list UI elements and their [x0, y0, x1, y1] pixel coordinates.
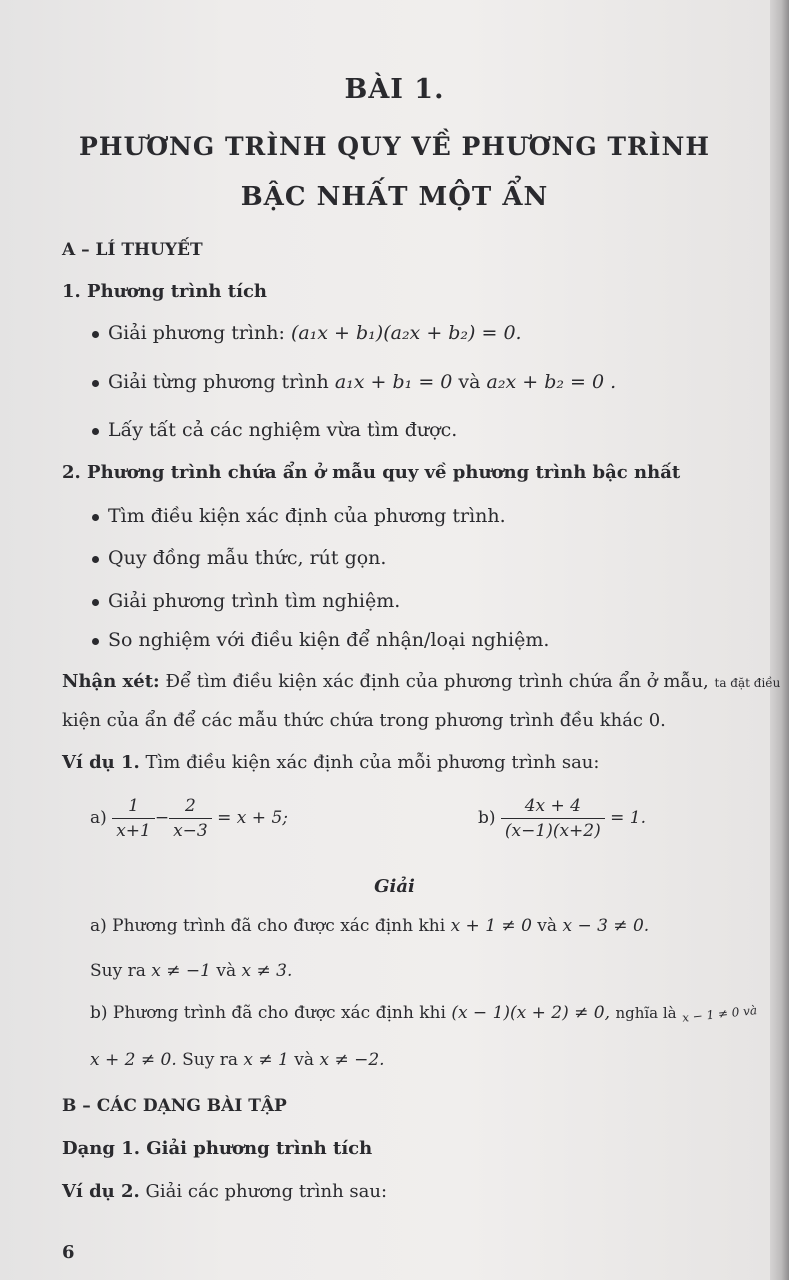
example-2-text: Giải các phương trình sau: — [145, 1181, 388, 1202]
fraction — [169, 796, 212, 841]
solution-b-line-2 — [90, 1050, 385, 1070]
bullet-solve-each — [108, 371, 616, 393]
bullet-solve-product — [108, 322, 522, 344]
example-1-label: Ví dụ 1. — [62, 752, 140, 773]
remark-label: Nhận xét: — [62, 671, 160, 692]
solution-text: Suy ra — [90, 961, 146, 981]
fraction-denominator: x−3 — [173, 821, 208, 841]
bullet-collect-roots: Lấy tất cả các nghiệm vừa tìm được. — [108, 419, 458, 441]
fraction-numerator: 1 — [112, 796, 155, 819]
item-label: b) — [478, 808, 496, 828]
solution-a-line-1 — [90, 916, 649, 936]
fraction-numerator: 2 — [169, 796, 212, 819]
formula-1: a₁x + b₁ = 0 — [334, 371, 453, 393]
lesson-number: BÀI 1. — [344, 74, 445, 105]
section-b-heading: B – CÁC DẠNG BÀI TẬP — [62, 1096, 287, 1116]
result-2: x ≠ 3. — [241, 961, 293, 981]
remark-text-tail: ta đặt điều — [714, 676, 781, 690]
fraction-denominator: x+1 — [116, 821, 151, 841]
bullet-text: Giải từng phương trình — [108, 371, 329, 393]
heading-type-1: Dạng 1. Giải phương trình tích — [62, 1138, 373, 1159]
example-1a-equation — [90, 796, 288, 841]
solution-text: Suy ra — [182, 1050, 239, 1070]
fraction — [501, 796, 605, 841]
solution-title: Giải — [374, 876, 415, 897]
condition-2: x − 3 ≠ 0. — [562, 916, 650, 936]
product-equation-formula: (a₁x + b₁)(a₂x + b₂) = 0. — [290, 322, 522, 344]
formula-2: a₂x + b₂ = 0 . — [486, 371, 617, 393]
result-2: x ≠ −2. — [319, 1050, 385, 1070]
example-2 — [62, 1181, 387, 1202]
condition-tail: x − 1 ≠ 0 và — [681, 1003, 758, 1025]
solution-a-line-2 — [90, 961, 292, 981]
heading-product-equation: 1. Phương trình tích — [62, 281, 267, 302]
bullet-step-1: Tìm điều kiện xác định của phương trình. — [108, 505, 506, 527]
item-label: a) — [90, 808, 107, 828]
condition-1: x + 1 ≠ 0 — [450, 916, 532, 936]
and-word: và — [537, 916, 558, 936]
bullet-text: Giải phương trình: — [108, 322, 285, 344]
minus-sign: − — [154, 808, 170, 828]
remark-line-1 — [62, 671, 780, 692]
lesson-title-line-2: BẬC NHẤT MỘT ẨN — [240, 182, 549, 212]
meaning-word: nghĩa là — [615, 1004, 677, 1022]
example-1 — [62, 752, 599, 773]
remark-text: Để tìm điều kiện xác định của phương trình chứa ẩn ở mẫu, — [165, 671, 709, 692]
lesson-title-line-1: PHƯƠNG TRÌNH QUY VỀ PHƯƠNG TRÌNH — [79, 132, 710, 161]
example-2-label: Ví dụ 2. — [62, 1181, 140, 1202]
condition: (x − 1)(x + 2) ≠ 0, — [451, 1003, 611, 1023]
heading-fraction-equation: 2. Phương trình chứa ẩn ở mẫu quy về phương trình bậc nhất — [62, 462, 681, 483]
equation-rhs: = 1. — [610, 808, 647, 828]
fraction-numerator: 4x + 4 — [501, 796, 605, 819]
page-number: 6 — [62, 1242, 75, 1263]
solution-b-line-1 — [90, 1003, 757, 1023]
solution-text: b) Phương trình đã cho được xác định khi — [90, 1003, 446, 1023]
example-1b-equation — [478, 796, 646, 841]
and-word: và — [294, 1050, 315, 1070]
fraction-denominator: (x−1)(x+2) — [504, 821, 601, 841]
and-word: và — [458, 371, 481, 393]
bullet-step-2: Quy đồng mẫu thức, rút gọn. — [108, 547, 387, 569]
solution-text: a) Phương trình đã cho được xác định khi — [90, 916, 446, 936]
bullet-step-4: So nghiệm với điều kiện để nhận/loại nghiệm. — [108, 629, 550, 651]
equation-rhs: = x + 5; — [217, 808, 288, 828]
condition: x + 2 ≠ 0. — [90, 1050, 177, 1070]
fraction — [112, 796, 155, 841]
remark-line-2: kiện của ẩn để các mẫu thức chứa trong phương trình đều khác 0. — [62, 710, 666, 731]
bullet-step-3: Giải phương trình tìm nghiệm. — [108, 590, 401, 612]
and-word: và — [216, 961, 237, 981]
result-1: x ≠ −1 — [151, 961, 211, 981]
section-a-heading: A – LÍ THUYẾT — [62, 240, 203, 260]
result-1: x ≠ 1 — [243, 1050, 289, 1070]
example-1-text: Tìm điều kiện xác định của mỗi phương trình sau: — [145, 752, 600, 773]
